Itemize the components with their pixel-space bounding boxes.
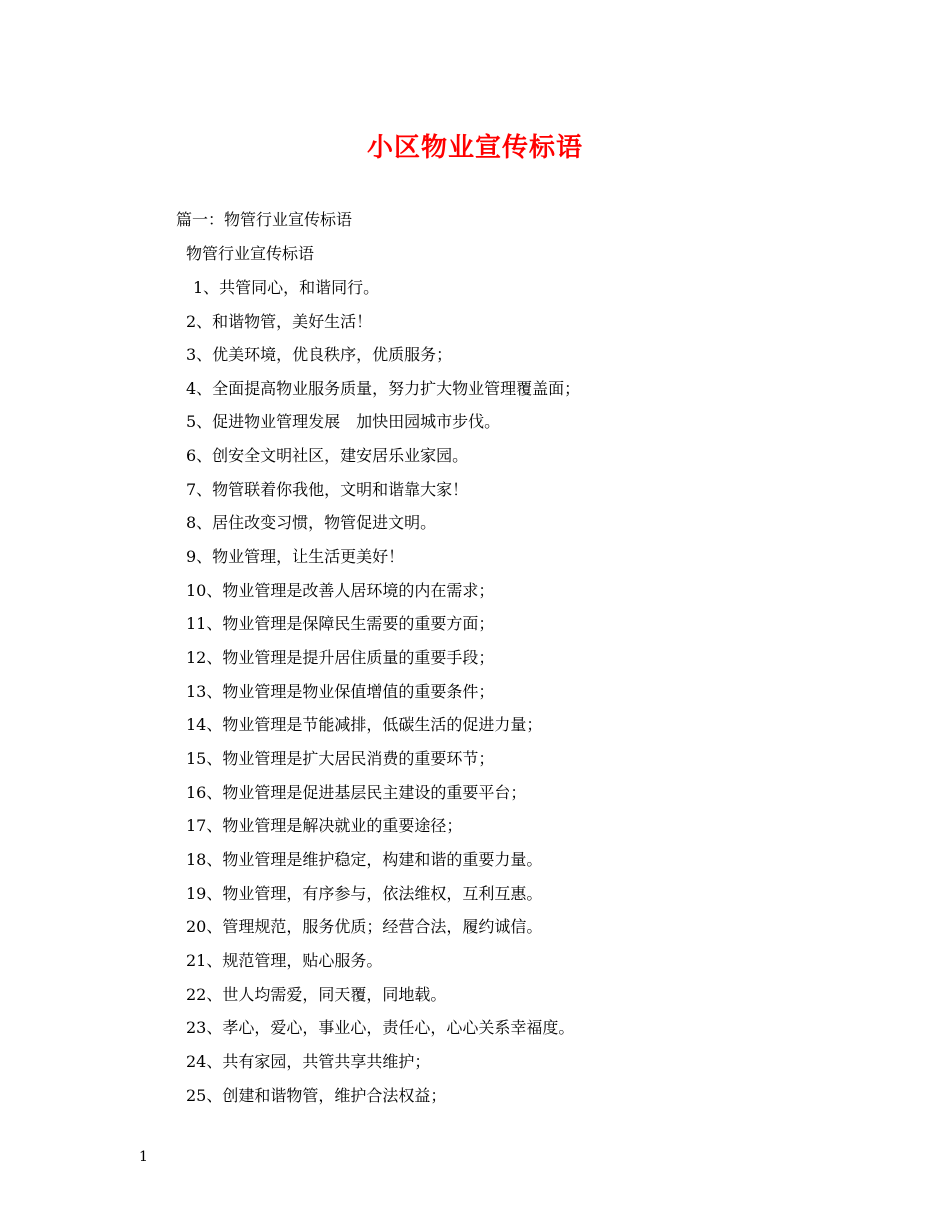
list-item: 3、优美环境，优良秩序，优质服务； bbox=[186, 345, 453, 364]
list-item: 15、物业管理是扩大居民消费的重要环节； bbox=[186, 749, 495, 768]
list-item: 1、共管同心，和谐同行。 bbox=[193, 278, 380, 297]
list-item: 17、物业管理是解决就业的重要途径； bbox=[186, 816, 463, 835]
list-item: 21、规范管理，贴心服务。 bbox=[186, 951, 383, 970]
list-item: 24、共有家园，共管共享共维护； bbox=[186, 1052, 431, 1071]
list-item: 2、和谐物管，美好生活！ bbox=[186, 312, 373, 331]
list-item: 8、居住改变习惯，物管促进文明。 bbox=[186, 513, 437, 532]
list-item: 11、物业管理是保障民生需要的重要方面； bbox=[186, 614, 495, 633]
list-item: 14、物业管理是节能减排，低碳生活的促进力量； bbox=[186, 715, 543, 734]
list-item: 6、创安全文明社区，建安居乐业家园。 bbox=[186, 446, 469, 465]
section-heading: 篇一：物管行业宣传标语 bbox=[176, 210, 353, 229]
list-item: 4、全面提高物业服务质量，努力扩大物业管理覆盖面； bbox=[186, 379, 581, 398]
list-item: 20、管理规范，服务优质；经营合法，履约诚信。 bbox=[186, 917, 543, 936]
list-item: 13、物业管理是物业保值增值的重要条件； bbox=[186, 682, 495, 701]
list-item: 19、物业管理，有序参与，依法维权，互利互惠。 bbox=[186, 884, 543, 903]
list-item: 12、物业管理是提升居住质量的重要手段； bbox=[186, 648, 495, 667]
list-item: 10、物业管理是改善人居环境的内在需求； bbox=[186, 581, 495, 600]
list-item: 25、创建和谐物管，维护合法权益； bbox=[186, 1086, 447, 1105]
list-item: 5、促进物业管理发展 加快田园城市步伐。 bbox=[186, 412, 501, 431]
list-item: 18、物业管理是维护稳定，构建和谐的重要力量。 bbox=[186, 850, 543, 869]
page-number: 1 bbox=[139, 1149, 148, 1165]
document-title: 小区物业宣传标语 bbox=[366, 133, 583, 163]
list-item: 9、物业管理，让生活更美好！ bbox=[186, 547, 405, 566]
subheading: 物管行业宣传标语 bbox=[186, 244, 315, 263]
list-item: 7、物管联着你我他，文明和谐靠大家！ bbox=[186, 480, 469, 499]
list-item: 23、孝心，爱心，事业心，责任心，心心关系幸福度。 bbox=[186, 1018, 575, 1037]
list-item: 16、物业管理是促进基层民主建设的重要平台； bbox=[186, 783, 527, 802]
list-item: 22、世人均需爱，同天覆，同地载。 bbox=[186, 985, 447, 1004]
